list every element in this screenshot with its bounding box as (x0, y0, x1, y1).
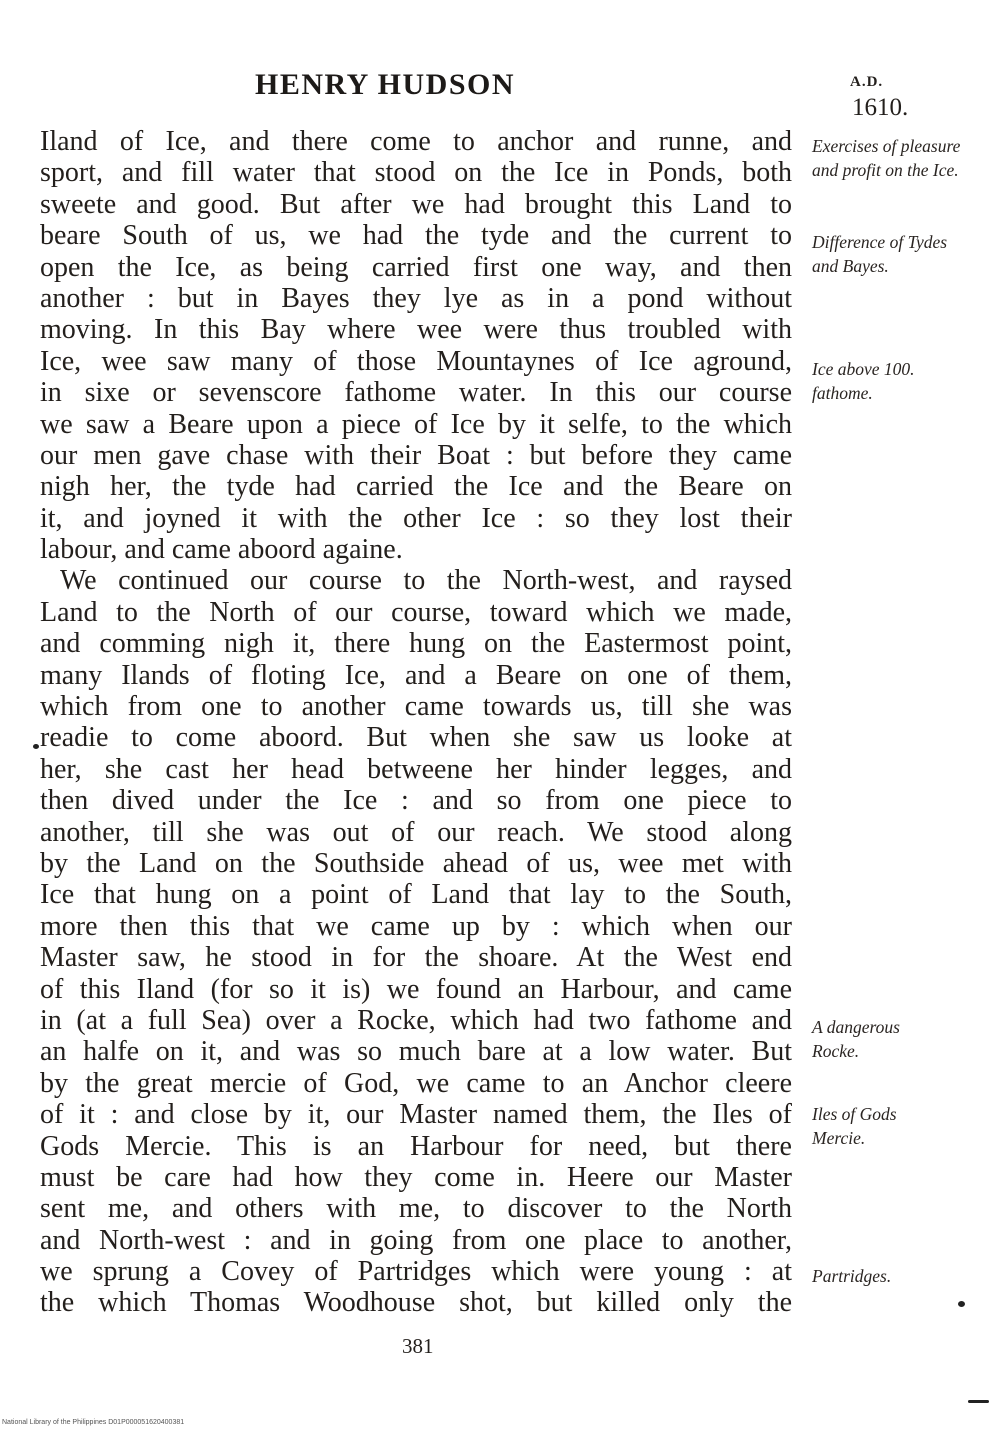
text-line: Iland of Ice, and there come to anchor and runne, and (40, 126, 792, 157)
scan-credit: National Library of the Philippines D01P000051620400381 (2, 1419, 185, 1426)
text-line: must be care had how they come in. Heere our Master (40, 1161, 792, 1193)
text-line: many Ilands of floting Ice, and a Beare on one of them, (40, 659, 792, 691)
text-line: labour, and came aboord againe. (40, 534, 403, 566)
ink-speck (33, 744, 39, 749)
margin-note-partridges: Partridges. (812, 1266, 892, 1286)
margin-note-exercises: Exercises of pleasure and profit on the Ice. (812, 136, 961, 180)
margin-note-dangerous-rocke: A dangerous Rocke. (812, 1017, 900, 1061)
header-year: 1610. (852, 94, 909, 121)
ink-speck (968, 1400, 989, 1403)
page-number: 381 (402, 1334, 434, 1358)
text-line: we sprung a Covey of Partridges which were young : at (40, 1256, 792, 1288)
text-line: which from one to another came towards us, till she was (40, 691, 792, 723)
header-ad-label: A.D. (850, 74, 884, 90)
text-line: moving. In this Bay where wee were thus troubled with (40, 314, 792, 346)
text-line: another : but in Bayes they lye as in a pond without (40, 282, 792, 314)
text-line: more then this that we came up by : which when our (40, 910, 792, 942)
text-line: in sixe or sevenscore fathome water. In this our course (40, 377, 792, 409)
page-header-title: HENRY HUDSON (255, 68, 516, 101)
text-line: Master saw, he stood in for the shoare. At the West end (40, 942, 792, 974)
text-line: and North-west : and in going from one place to another, (40, 1224, 792, 1256)
text-line: and comming nigh it, there hung on the Eastermost point, (40, 628, 792, 660)
text-line: sweete and good. But after we had brought this Land to (40, 188, 792, 220)
text-line: of it : and close by it, our Master named them, the Iles of (40, 1099, 792, 1131)
text-line: an halfe on it, and was so much bare at a low water. But (40, 1036, 792, 1068)
text-line: it, and joyned it with the other Ice : so they lost their (40, 502, 792, 534)
text-line: our men gave chase with their Boat : but before they came (40, 439, 792, 471)
text-line: open the Ice, as being carried first one way, and then (40, 251, 792, 283)
margin-note-iles-mercie: Iles of Gods Mercie. (812, 1104, 897, 1148)
text-line: then dived under the Ice : and so from one piece to (40, 785, 792, 817)
text-line: we saw a Beare upon a piece of Ice by it selfe, to the which (40, 408, 792, 440)
text-line: sport, and fill water that stood on the Ice in Ponds, both (40, 157, 792, 189)
text-line: her, she cast her head betweene her hinder legges, and (40, 753, 792, 785)
text-line: Gods Mercie. This is an Harbour for need, but there (40, 1130, 792, 1162)
text-line: Ice that hung on a point of Land that lay to the South, (40, 879, 792, 911)
body-text (40, 126, 792, 1319)
margin-note-ice-above: Ice above 100. fathome. (812, 359, 915, 403)
margin-note-difference: Difference of Tydes and Bayes. (812, 232, 948, 276)
text-line: the which Thomas Woodhouse shot, but killed only the (40, 1287, 792, 1319)
text-line: readie to come aboord. But when she saw us looke at (40, 722, 792, 754)
paragraph-start-line: We continued our course to the North-west, and raysed (60, 565, 792, 597)
text-line: Land to the North of our course, toward which we made, (40, 596, 792, 628)
text-line: Ice, wee saw many of those Mountaynes of Ice aground, (40, 345, 792, 377)
text-line: in (at a full Sea) over a Rocke, which had two fathome and (40, 1004, 792, 1036)
text-line: by the Land on the Southside ahead of us, wee met with (40, 847, 792, 879)
text-line: by the great mercie of God, we came to an Anchor cleere (40, 1067, 792, 1099)
ink-speck (958, 1301, 965, 1307)
text-line: of this Iland (for so it is) we found an Harbour, and came (40, 973, 792, 1005)
text-line: another, till she was out of our reach. We stood along (40, 816, 792, 848)
text-line: nigh her, the tyde had carried the Ice and the Beare on (40, 471, 792, 503)
text-line: sent me, and others with me, to discover to the North (40, 1193, 792, 1225)
text-line: beare South of us, we had the tyde and the current to (40, 220, 792, 252)
